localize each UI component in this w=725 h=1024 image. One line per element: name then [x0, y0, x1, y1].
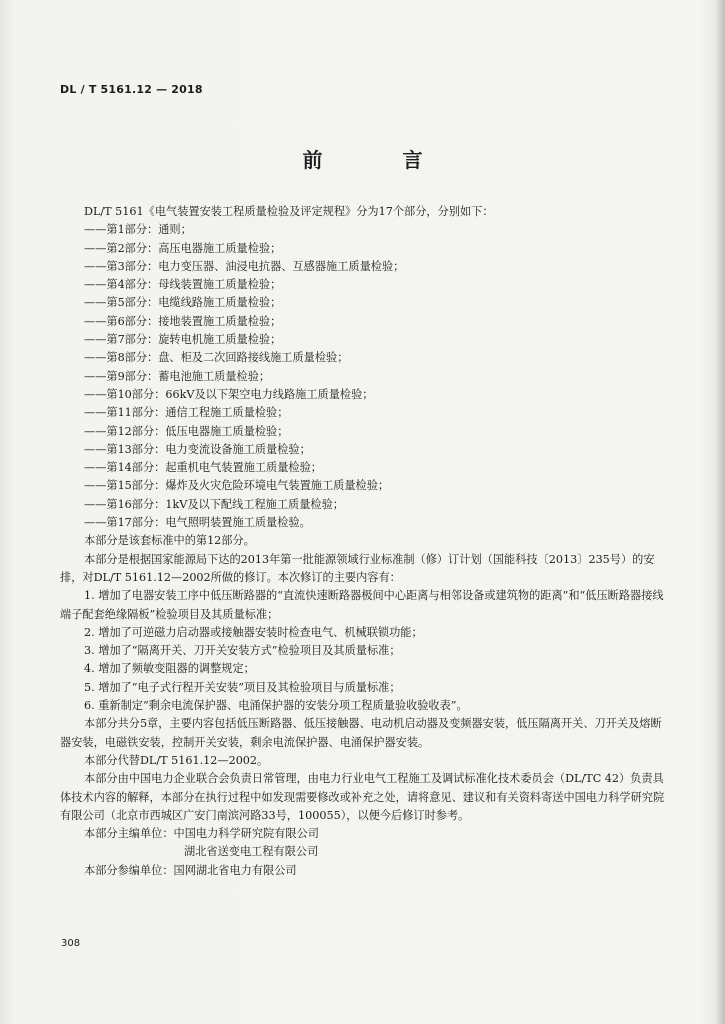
list-item: ——第9部分：蓄电池施工质量检验；	[84, 369, 271, 383]
list-item: ——第2部分：高压电器施工质量检验；	[84, 241, 282, 255]
change-item: 6. 重新制定“剩余电流保护器、电涌保护器的安装分项工程质量验收验收表”。	[84, 699, 468, 713]
main-drafting-unit: 本部分主编单位：中国电力科学研究院有限公司	[84, 827, 319, 841]
replaces-paragraph: 本部分代替DL/T 5161.12—2002。	[84, 753, 269, 767]
list-item: ——第7部分：旋转电机施工质量检验；	[84, 333, 282, 347]
document-body	[60, 203, 672, 880]
change-item: 5. 增加了“电子式行程开关安装”项目及其检验项目与质量标准；	[84, 680, 401, 694]
list-item: ——第10部分：66kV及以下架空电力线路施工质量检验；	[84, 387, 374, 401]
change-item: 2. 增加了可逆磁力启动器或接触器安装时检查电气、机械联锁功能；	[84, 625, 423, 639]
standard-number-header: DL / T 5161.12 — 2018	[60, 83, 203, 96]
intro-paragraph: DL/T 5161《电气装置安装工程质量检验及评定规程》分为17个部分，分别如下：	[84, 205, 494, 218]
list-item: ——第13部分：电力变流设备施工质量检验；	[84, 442, 311, 456]
chapters-paragraph: 本部分共分5章，主要内容包括低压断路器、低压接触器、电动机启动器及变频器安装，低压隔离开关、刀开关及熔断器安装，电磁铁安装，控制开关安装，剩余电流保护器、电涌保护器安装。	[60, 717, 662, 749]
list-item: ——第3部分：电力变压器、油浸电抗器、互感器施工质量检验；	[84, 259, 405, 273]
list-item: ——第17部分：电气照明装置施工质量检验。	[84, 516, 311, 530]
list-item: ——第8部分：盘、柜及二次回路接线施工质量检验；	[84, 351, 349, 365]
list-item: ——第11部分：通信工程施工质量检验；	[84, 406, 289, 420]
list-item: ——第14部分：起重机电气装置施工质量检验；	[84, 461, 322, 475]
list-item: ——第5部分：电缆线路施工质量检验；	[84, 296, 282, 310]
list-item: ——第1部分：通则；	[84, 223, 192, 237]
participating-unit: 本部分参编单位：国网湖北省电力有限公司	[84, 863, 297, 877]
management-paragraph: 本部分由中国电力企业联合会负责日常管理，由电力行业电气工程施工及调试标准化技术委员会（DL/TC 42）负责具体技术内容的解释，本部分在执行过程中如发现需要修改或补充之处，请将意见、建议和有关资料寄送中国电力科学研究院有限公司（北京市西城区广安门南滨河路33号，100055），以便今后修订时参考。	[60, 772, 665, 822]
change-item: 1. 增加了电器安装工序中低压断路器的“直流快速断路器极间中心距离与相邻设备或建筑物的距离”和“低压断路器接线端子配套绝缘隔板”检验项目及其质量标准；	[60, 589, 664, 621]
page-title: 前 言	[302, 148, 453, 172]
change-item: 4. 增加了频敏变阻器的调整规定；	[84, 662, 255, 676]
list-item: ——第6部分：接地装置施工质量检验；	[84, 314, 282, 328]
changes-list	[60, 587, 672, 715]
page-number: 308	[61, 938, 81, 949]
drafting-units	[60, 825, 672, 880]
change-item: 3. 增加了“隔离开关、刀开关安装方式”检验项目及其质量标准；	[84, 644, 401, 658]
list-item: ——第4部分：母线装置施工质量检验；	[84, 278, 282, 292]
list-item: ——第15部分：爆炸及火灾危险环境电气装置施工质量检验；	[84, 479, 390, 493]
this-part-paragraph: 本部分是该套标准中的第12部分。	[84, 534, 255, 548]
list-item: ——第16部分：1kV及以下配线工程施工质量检验；	[84, 497, 344, 511]
list-item: ——第12部分：低压电器施工质量检验；	[84, 424, 289, 438]
revision-basis-paragraph: 本部分是根据国家能源局下达的2013年第一批能源领域行业标准制（修）订计划（国能科技〔2013〕235号）的安排，对DL/T 5161.12—2002所做的修订。本次修订的主要内容有：	[60, 552, 655, 584]
main-drafting-unit-2: 湖北省送变电工程有限公司	[184, 845, 319, 859]
parts-list	[60, 221, 672, 532]
